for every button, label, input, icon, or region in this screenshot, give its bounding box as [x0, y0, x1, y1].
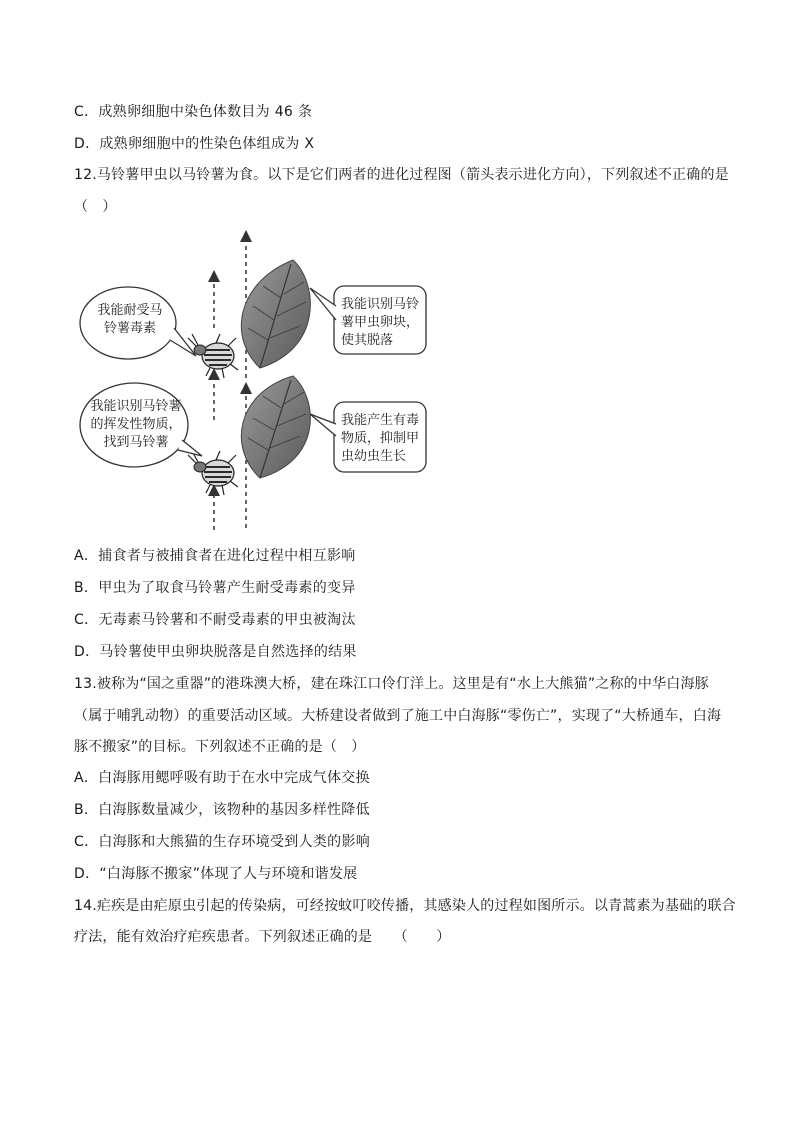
bubble-top-right-line1: 我能识别马铃 — [341, 297, 420, 312]
q14-stem-line1: 14.疟疾是由疟原虫引起的传染病，可经按蚊叮咬传播，其感染人的过程如图所示。以青蒿素为基础的联合 — [74, 898, 736, 914]
speech-bubble-leaf-lower — [310, 402, 426, 472]
q12-option-a: A．捕食者与被捕食者在进化过程中相互影响 — [74, 548, 356, 564]
q12-option-c: C．无毒素马铃薯和不耐受毒素的甲虫被淘汰 — [74, 612, 356, 628]
bubble-top-left-line1: 我能耐受马 — [97, 303, 163, 318]
potato-beetle-lower-icon — [188, 451, 238, 495]
q11-option-c: C．成熟卵细胞中染色体数目为 46 条 — [74, 104, 313, 120]
q13-option-c: C．白海豚和大熊猫的生存环境受到人类的影响 — [74, 834, 371, 850]
bubble-bottom-left-line2: 的挥发性物质， — [90, 417, 182, 432]
q12-option-d: D．马铃薯使甲虫卵块脱落是自然选择的结果 — [74, 644, 357, 660]
q13-stem-line2: （属于哺乳动物）的重要活动区域。大桥建设者做到了施工中白海豚“零伤亡”，实现了“大桥通车，白海 — [74, 708, 722, 724]
bubble-bottom-right-line1: 我能产生有毒 — [341, 413, 420, 428]
potato-leaf-upper-icon — [241, 260, 310, 368]
potato-leaf-lower-icon — [241, 376, 310, 478]
q12-stem-line1: 12.马铃薯甲虫以马铃薯为食。以下是它们两者的进化过程图（箭头表示进化方向），下列叙述不正确的是 — [74, 167, 729, 183]
q11-option-d: D．成熟卵细胞中的性染色体组成为 X — [74, 136, 315, 152]
bubble-top-right-line3: 使其脱落 — [341, 333, 394, 348]
q13-option-b: B．白海豚数量减少，该物种的基因多样性降低 — [74, 802, 370, 818]
q13-option-d: D．“白海豚不搬家”体现了人与环境和谐发展 — [74, 866, 358, 882]
q13-stem-line3: 豚不搬家”的目标。下列叙述不正确的是（ ） — [74, 739, 366, 755]
evolution-diagram — [78, 228, 438, 538]
speech-bubble-beetle-upper — [80, 287, 196, 359]
q12-stem-line2: （ ） — [74, 199, 117, 215]
bubble-bottom-left-line1: 我能识别马铃薯 — [90, 399, 182, 414]
bubble-bottom-right-line2: 物质，抑制甲 — [341, 431, 420, 446]
q14-stem-line2: 疗法，能有效治疗疟疾患者。下列叙述正确的是 （ ） — [74, 929, 451, 945]
bubble-top-left-line2: 铃薯毒素 — [103, 321, 157, 336]
q13-stem-line1: 13.被称为“国之重器”的港珠澳大桥，建在珠江口伶仃洋上。这里是有“水上大熊猫”之称的中华白海豚 — [74, 676, 709, 692]
bubble-bottom-right-line3: 虫幼虫生长 — [341, 449, 407, 464]
q13-option-a: A．白海豚用鳃呼吸有助于在水中完成气体交换 — [74, 770, 370, 786]
bubble-bottom-left-line3: 找到马铃薯 — [103, 435, 169, 450]
q12-option-b: B．甲虫为了取食马铃薯产生耐受毒素的变异 — [74, 580, 356, 596]
bubble-top-right-line2: 薯甲虫卵块， — [341, 315, 420, 330]
speech-bubble-beetle-lower — [80, 383, 202, 467]
speech-bubble-leaf-upper — [310, 286, 426, 354]
